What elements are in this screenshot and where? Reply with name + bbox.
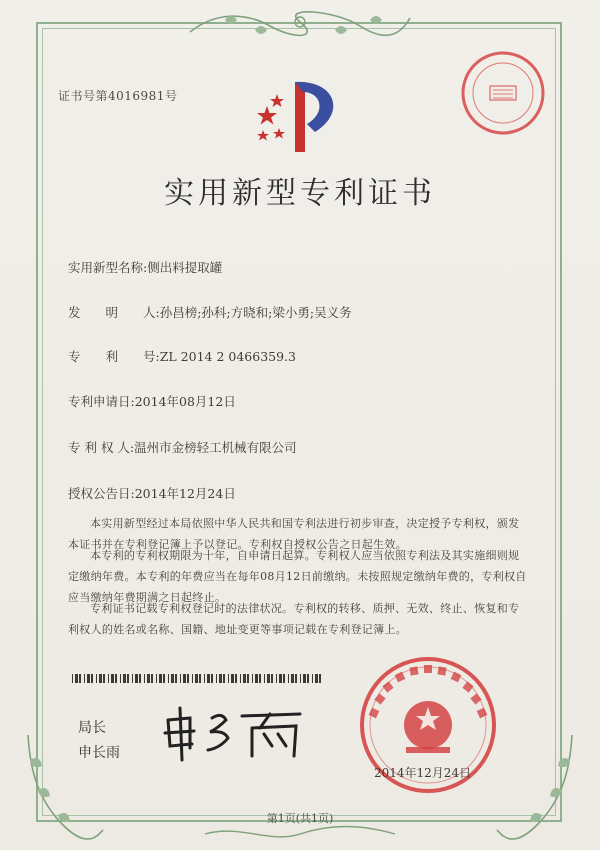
field-label: 授权公告日: [68, 486, 135, 501]
field-label: 专 利 号: [68, 349, 160, 364]
inventors-row [68, 303, 352, 321]
field-value: ZL 2014 2 0466359.3 [159, 349, 296, 364]
signatory-block [78, 716, 120, 766]
field-value: 2014年08月12日 [134, 394, 236, 409]
paragraph-2: 本专利的专利权期限为十年，自申请日起算。专利权人应当依照专利法及其实施细则规定缴纳年费。本专利的年费应当在每年08月12日前缴纳。未按照规定缴纳年费的，专利权自应当缴纳年费期满之日起终止。 [68, 549, 527, 604]
filing-date-row [68, 392, 236, 410]
field-label: 实用新型名称: [68, 260, 148, 275]
field-label: 专 利 权 人: [68, 440, 135, 455]
handwritten-signature-icon [160, 698, 310, 768]
utility-model-name-row [68, 258, 222, 276]
certificate-number: 证书号第4016981号 [58, 89, 178, 103]
page-number: 第1页(共1页) [266, 812, 334, 825]
field-value: 2014年12月24日 [134, 486, 236, 501]
field-value: 侧出料提取罐 [147, 260, 223, 275]
field-value: 孙昌榜;孙科;方晓和;梁小勇;吴义务 [159, 305, 352, 320]
patentee-row [68, 438, 297, 456]
announce-date-row [68, 484, 236, 502]
seal-date: 2014年12月24日 [374, 766, 472, 780]
director-title: 局长 [78, 720, 106, 736]
patent-office-emblem-icon [255, 72, 350, 157]
certificate-title: 实用新型专利证书 [164, 176, 436, 211]
director-name: 申长雨 [78, 745, 120, 761]
field-label: 专利申请日: [68, 394, 135, 409]
patent-number-row [68, 347, 296, 365]
field-value: 温州市金榜轻工机械有限公司 [134, 440, 297, 455]
top-ornament-icon [185, 8, 415, 44]
small-red-seal-icon [460, 50, 546, 136]
barcode-icon [72, 674, 322, 683]
field-label: 发 明 人: [68, 305, 160, 320]
paragraph-1: 本实用新型经过本局依照中华人民共和国专利法进行初步审查，决定授予专利权，颁发本证书并在专利登记簿上予以登记。专利权自授权公告之日起生效。 [68, 517, 520, 551]
paragraph-3: 专利证书记载专利权登记时的法律状况。专利权的转移、质押、无效、终止、恢复和专利权人的姓名或名称、国籍、地址变更等事项记载在专利登记簿上。 [68, 602, 520, 636]
